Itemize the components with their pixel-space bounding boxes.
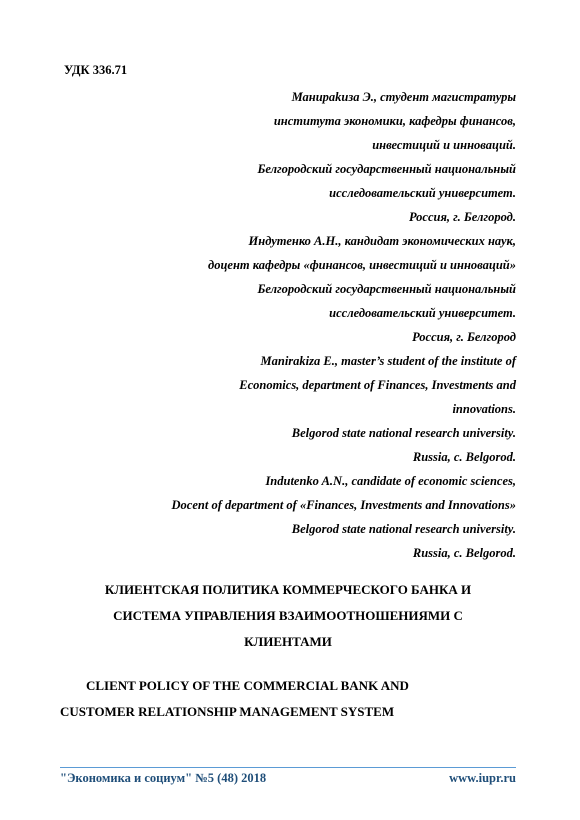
author-line: института экономики, кафедры финансов, — [273, 114, 516, 128]
author-line: исследовательский университет. — [329, 306, 516, 320]
author-line: Манираkиза Э., студент магистратуры — [291, 90, 516, 104]
author-line: Белгородский государственный национальный — [257, 162, 516, 176]
author-line: Russia, c. Belgorod. — [412, 450, 516, 464]
title-ru-line: КЛИЕНТСКАЯ ПОЛИТИКА КОММЕРЧЕСКОГО БАНКА И — [104, 582, 472, 597]
author-line: Belgorod state national research university. — [291, 426, 516, 440]
title-en-line: CUSTOMER RELATIONSHIP MANAGEMENT SYSTEM — [60, 704, 395, 719]
title-ru-line: СИСТЕМА УПРАВЛЕНИЯ ВЗАИМООТНОШЕНИЯМИ С — [113, 608, 463, 623]
title-ru-line: КЛИЕНТАМИ — [244, 634, 332, 649]
footer-divider — [60, 767, 516, 768]
author-line: Белгородский государственный национальный — [257, 282, 516, 296]
title-russian — [60, 577, 516, 655]
udk-code: УДК 336.71 — [64, 63, 128, 77]
author-line: Indutenko A.N., candidate of economic sciences, — [265, 474, 516, 488]
author-line: Belgorod state national research university. — [291, 522, 516, 536]
footer-website: www.iupr.ru — [449, 771, 516, 785]
author-line: Индутенко А.Н., кандидат экономических наук, — [248, 234, 516, 248]
title-english — [60, 673, 516, 725]
author-line: Docent of department of «Finances, Investments and Innovations» — [171, 498, 516, 512]
author-line: Economics, department of Finances, Investments and — [239, 378, 516, 392]
author-line: Russia, c. Belgorod. — [412, 546, 516, 560]
author-line: доцент кафедры «финансов, инвестиций и инноваций» — [208, 258, 516, 272]
author-line: innovations. — [452, 402, 516, 416]
title-en-line: CLIENT POLICY OF THE COMMERCIAL BANK AND — [86, 678, 409, 693]
author-line: Россия, г. Белгород — [412, 330, 516, 344]
author-line: Россия, г. Белгород. — [409, 210, 516, 224]
footer-journal: "Экономика и социум" №5 (48) 2018 — [60, 771, 267, 785]
author-line: исследовательский университет. — [329, 186, 516, 200]
page-footer — [60, 771, 516, 786]
author-line: Manirakiza E., master’s student of the institute of — [260, 354, 516, 368]
author-line: инвестиций и инноваций. — [372, 138, 516, 152]
author-affiliations — [60, 85, 516, 565]
